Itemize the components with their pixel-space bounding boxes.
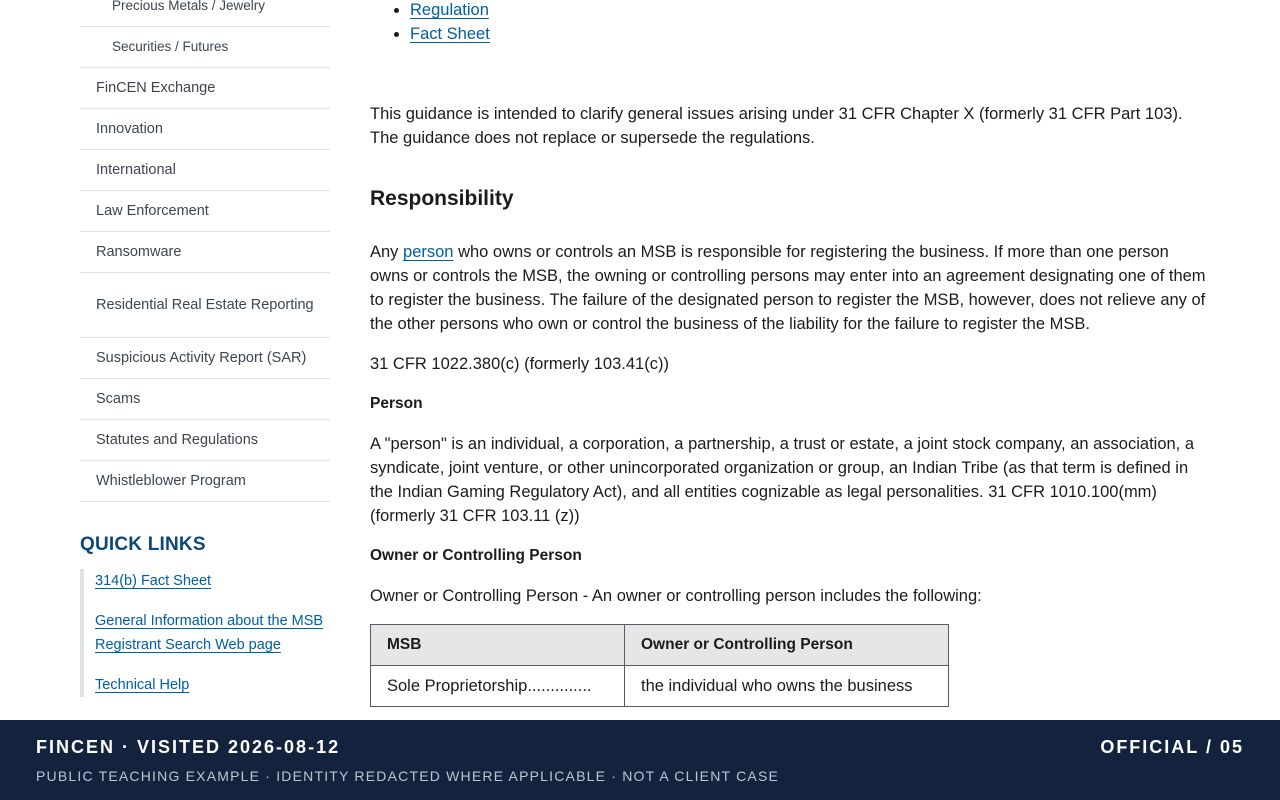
table-cell-msb: Sole Proprietorship.............. <box>371 666 625 707</box>
sidebar-item-whistleblower[interactable]: Whistleblower Program <box>80 461 330 502</box>
owner-table <box>370 624 949 707</box>
column-header-owner: Owner or Controlling Person <box>625 625 949 666</box>
sidebar-item-statutes[interactable]: Statutes and Regulations <box>80 420 330 461</box>
banner-title: FINCEN · VISITED 2026-08-12 <box>36 737 341 757</box>
quick-link-msb-registrant-search[interactable]: General Information about the MSB Registrant Search Web page <box>95 613 324 653</box>
owner-heading: Owner or Controlling Person <box>370 547 582 564</box>
sidebar-item-sar[interactable]: Suspicious Activity Report (SAR) <box>80 338 330 379</box>
list-item <box>410 0 1210 22</box>
table-header-row <box>371 625 949 666</box>
table-row <box>371 666 949 707</box>
sidebar-item-international[interactable]: International <box>80 150 330 191</box>
quick-link-314b-fact-sheet[interactable]: 314(b) Fact Sheet <box>95 573 212 589</box>
sidebar-item-precious-metals[interactable]: Precious Metals / Jewelry <box>80 0 330 27</box>
column-header-msb: MSB <box>371 625 625 666</box>
responsibility-paragraph <box>370 240 1210 336</box>
banner-page-label: OFFICIAL / 05 <box>1100 737 1244 757</box>
list-item <box>410 22 1210 46</box>
fact-sheet-link[interactable]: Fact Sheet <box>410 25 490 43</box>
sidebar-item-scams[interactable]: Scams <box>80 379 330 420</box>
sidebar-item-securities-futures[interactable]: Securities / Futures <box>80 27 330 68</box>
citation-text: 31 CFR 1022.380(c) (formerly 103.41(c)) <box>370 355 669 373</box>
person-definition: A "person" is an individual, a corporation, a partnership, a trust or estate, a joint stock company, an association, a syndicate, joint venture, or other unincorporated organization or group, an Indian Tribe (as that term is defined in the Indian Gaming Regulatory Act), and all entities cognizable as legal personalities. 31 CFR 1010.100(mm) (formerly 31 CFR 103.11 (z)) <box>370 435 1195 525</box>
owner-intro: Owner or Controlling Person - An owner or controlling person includes the following: <box>370 587 982 605</box>
person-link[interactable]: person <box>403 243 454 261</box>
responsibility-prefix: Any <box>370 243 399 261</box>
quick-links-list <box>80 569 330 697</box>
responsibility-text: who owns or controls an MSB is responsible for registering the business. If more than one person owns or controls the MSB, the owning or controlling persons may enter into an agreement designating one of them to register the business. The failure of the designated person to register the MSB, however, does not relieve any of the other persons who own or control the business of the liability for the failure to register the MSB. <box>370 243 1206 333</box>
sidebar-item-innovation[interactable]: Innovation <box>80 109 330 150</box>
sidebar-item-ransomware[interactable]: Ransomware <box>80 232 330 273</box>
document-links-list <box>370 0 1210 46</box>
intro-paragraph: This guidance is intended to clarify general issues arising under 31 CFR Chapter X (formerly 31 CFR Part 103). The guidance does not replace or supersede the regulations. <box>370 105 1183 147</box>
section-title-responsibility: Responsibility <box>370 187 514 210</box>
banner-subtitle: PUBLIC TEACHING EXAMPLE · IDENTITY REDACTED WHERE APPLICABLE · NOT A CLIENT CASE <box>36 768 780 784</box>
sidebar-item-law-enforcement[interactable]: Law Enforcement <box>80 191 330 232</box>
sidebar-item-residential-real-estate[interactable]: Residential Real Estate Reporting <box>80 273 330 338</box>
main-content <box>370 0 1210 707</box>
footer-banner <box>0 720 1280 800</box>
regulation-link[interactable]: Regulation <box>410 1 489 19</box>
table-cell-owner: the individual who owns the business <box>625 666 949 707</box>
sidebar-nav <box>80 0 330 713</box>
person-heading: Person <box>370 395 423 412</box>
quick-links-title: QUICK LINKS <box>80 534 206 555</box>
quick-link-technical-help[interactable]: Technical Help <box>95 677 190 693</box>
sidebar-item-fincen-exchange[interactable]: FinCEN Exchange <box>80 68 330 109</box>
